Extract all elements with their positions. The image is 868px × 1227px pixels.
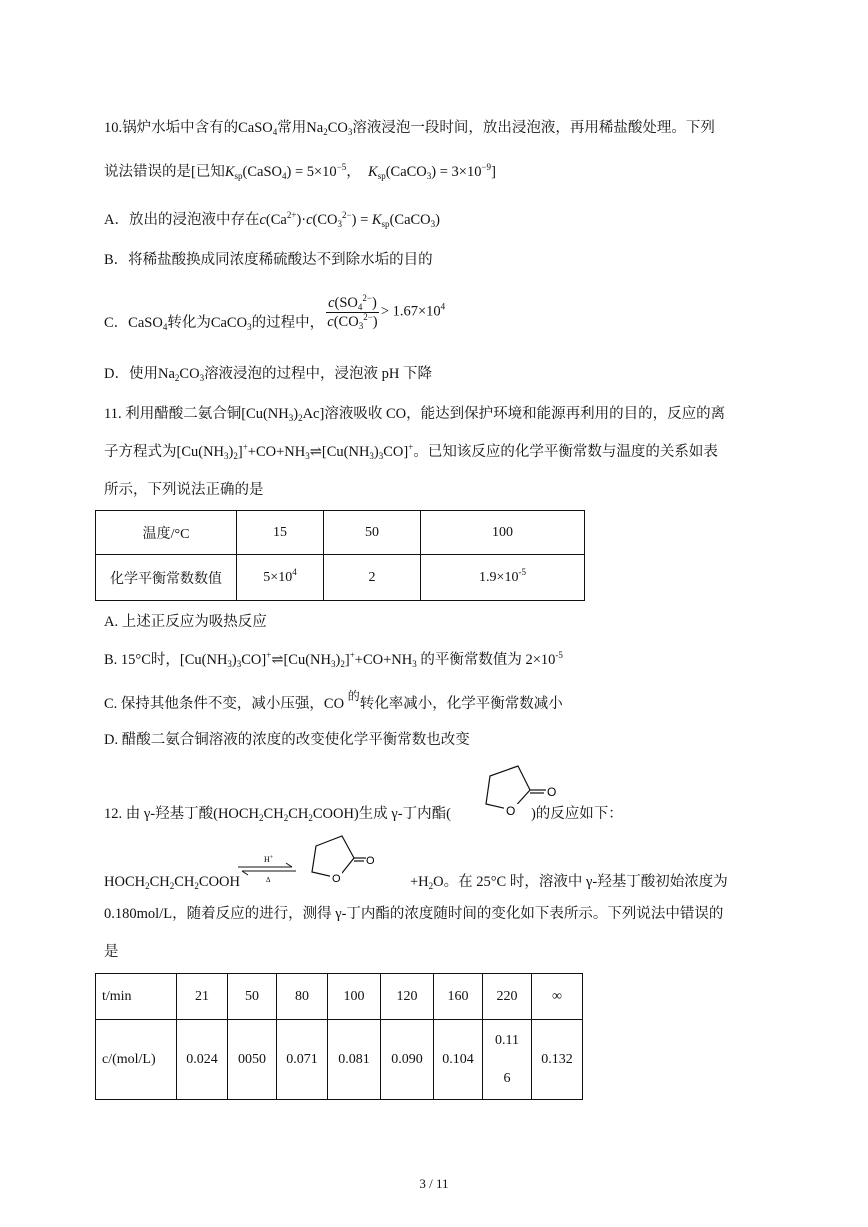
carbonyl-oxygen: O (547, 785, 557, 799)
q12-line1: 12. 由 γ-羟基丁酸$(HOCH_2CH_2CH_2COOH)$生成 γ-丁内酯( )的反应如下： (104, 806, 623, 823)
q10-line1: 10.锅炉水垢中含有的CaSO$_4$常用$Na_2CO_3$溶液浸泡一段时间，放出浸泡液，再用稀盐酸处理。下列 (104, 120, 715, 137)
lactone-structure-1 (468, 754, 560, 822)
formula-caso4: CaSO$_4$ (238, 120, 278, 137)
c-220: 0.11 6 (483, 1020, 532, 1100)
page-number: 3 / 11 (419, 1176, 449, 1191)
concentration-table: t/min 21 50 80 100 120 160 220 ∞ c/(mol/L) 0.024 0050 0.071 0.081 0.090 0.104 0.11 6 0.132 (95, 973, 583, 1100)
q12-line3: 0.180mol/L，随着反应的进行，测得 γ-丁内酯的浓度随时间的变化如下表所示。下列说法中错误的 (104, 906, 724, 922)
ring-oxygen: O (332, 873, 341, 885)
q10-option-d: D．使用$Na_2CO_3$溶液浸泡的过程中，浸泡液 pH 下降 (104, 366, 433, 383)
q10-option-b: B．将稀盐酸换成同浓度稀硫酸达不到除水垢的目的 (104, 252, 433, 268)
equilibrium-table: 温度/°C 15 50 100 化学平衡常数数值 $5\times 10^4$ 2 $1.9\times 10^{-5}$ (95, 510, 585, 601)
q11-option-a: A. 上述正反应为吸热反应 (104, 614, 267, 630)
q12-reaction: $HOCH_2CH_2CH_2COOH +H_2O$。在 25°C 时，溶液中 γ-羟基丁酸初始浓度为 (104, 874, 728, 891)
ratio-fraction: $\frac{c(SO_4^{2-})}{c(CO_3^{2-})}$ (327, 292, 378, 331)
q11-option-d: D. 醋酸二氨合铜溶液的浓度的改变使化学平衡常数也改变 (104, 732, 470, 748)
formula-na2co3: $Na_2CO_3$ (306, 120, 353, 137)
k-15: $5\times 10^4$ (237, 555, 324, 601)
q11-line2: 子方程式为$[Cu(NH_3)_2]^++CO+NH_3\rightleftharpoons[Cu(NH_3)_3CO]^+$。已知该反应的化学平衡常数与温度的关系如表 (104, 442, 718, 461)
q10-option-c: C．CaSO$_4$转化为CaCO$_3$的过程中， $\frac{c(SO_4^{2-})}{c(CO_3^{2-})}$ > $1.67\times 10^4$ (104, 292, 446, 332)
q11-option-b: B. 15°C时，$[Cu(NH_3)_3CO]^+\rightleftharpoons[Cu(NH_3)_2]^++CO+NH_3$ 的平衡常数值为 $2\times 10^{-5}$ (104, 650, 563, 669)
q11-option-c: C. 保持其他条件不变，减小压强，CO $^的$转化率减小，化学平衡常数减小 (104, 689, 563, 712)
k-100: $1.9\times 10^{-5}$ (421, 555, 585, 601)
q10-option-a: A．放出的浸泡液中存在$c(Ca^{2+})\cdot c(CO_3^{2-})$ = $K_{sp}(CaCO_3)$ (104, 210, 440, 229)
q11-line3: 所示，下列说法正确的是 (104, 482, 264, 498)
q10-line2: 说法错误的是[已知$K_{sp}(CaSO_4) = 5\times 10^{-5}$， $K_{sp}(CaCO_3) = 3\times 10^{-9}$] (104, 162, 496, 181)
equilibrium-arrow (236, 852, 298, 886)
catalyst-label: H+ (264, 855, 274, 864)
q11-line1: 11. 利用醋酸二氨合铜$[Cu(NH_3)_2Ac]$溶液吸收 CO，能达到保护环境和能源再利用的目的，反应的离 (104, 406, 726, 423)
carbonyl-oxygen: O (366, 855, 375, 867)
q12-line4: 是 (104, 944, 119, 960)
heat-label: Δ (266, 876, 271, 884)
lactone-structure-2 (300, 830, 380, 890)
ring-oxygen: O (506, 804, 516, 818)
q10-text: 10.锅炉水垢中含有的 (104, 120, 239, 136)
